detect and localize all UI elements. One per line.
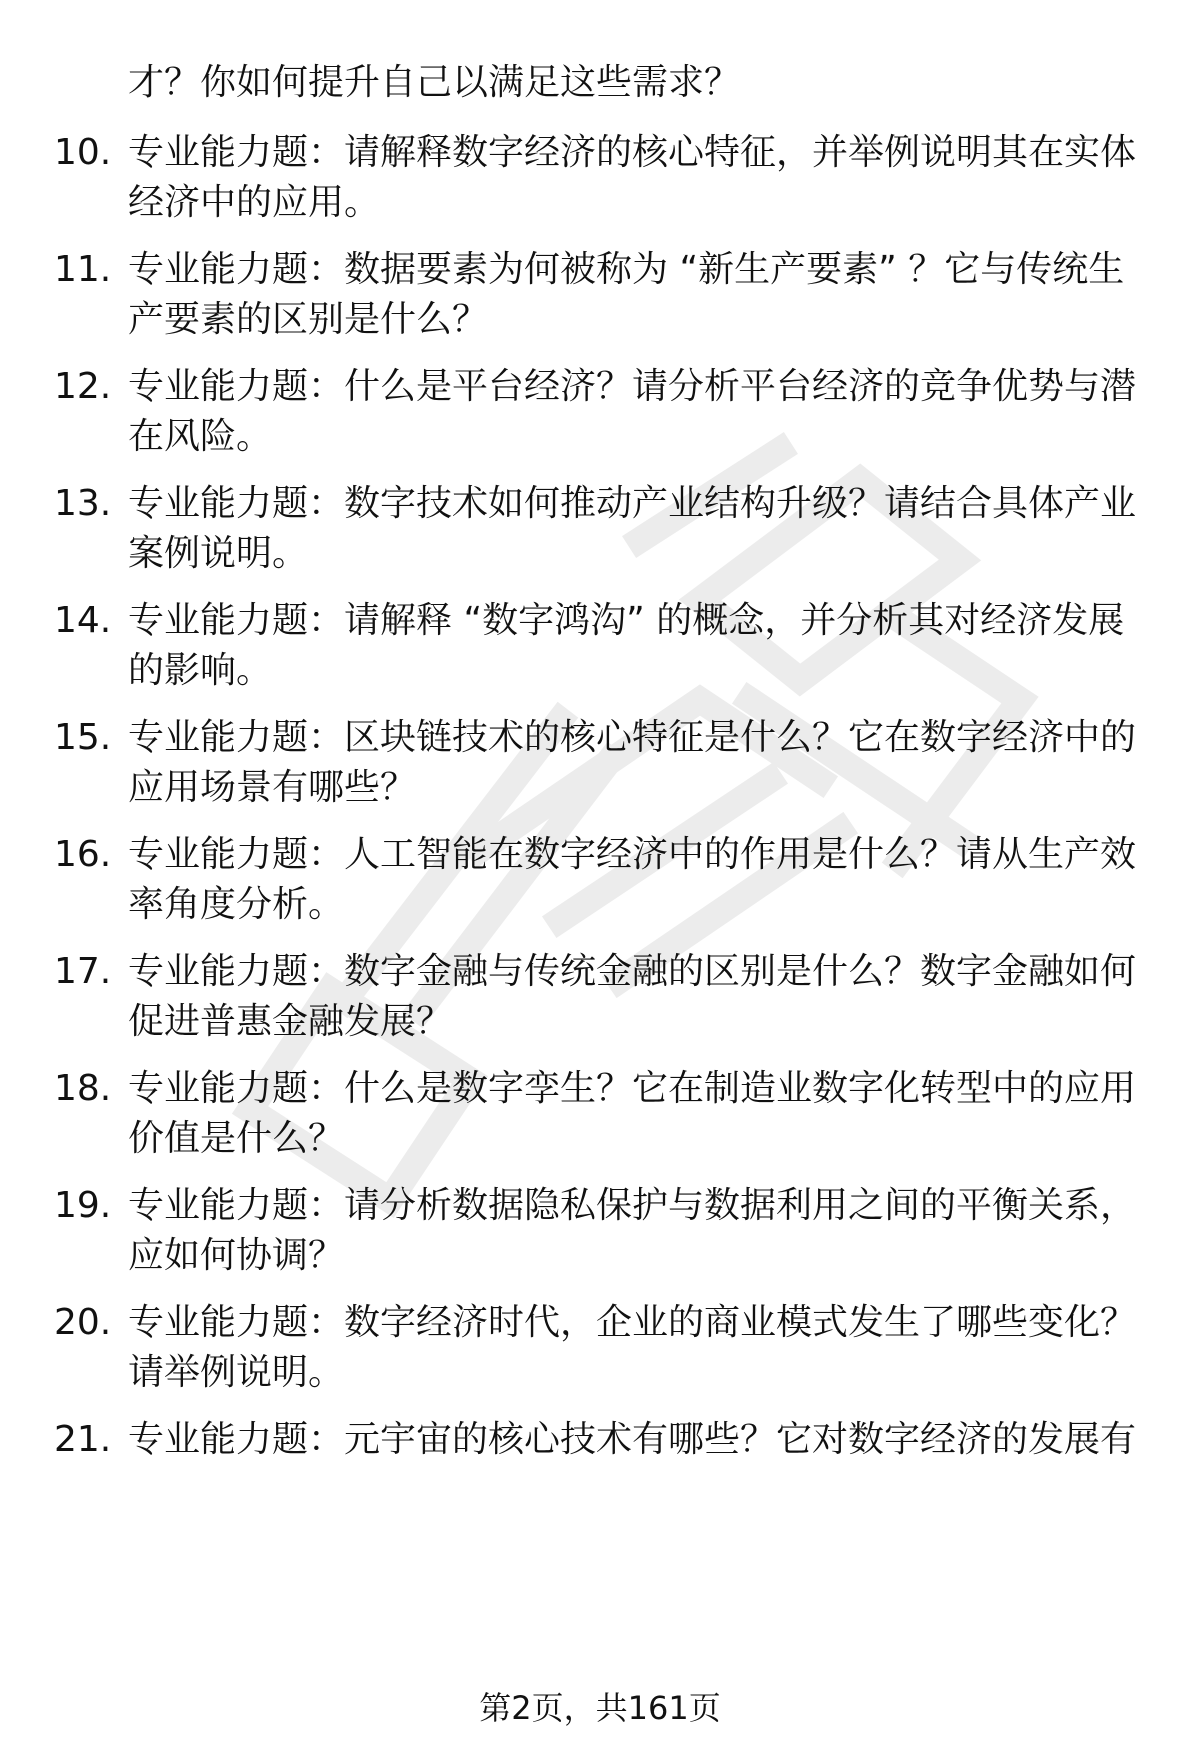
question-text: 专业能力题：什么是数字孪生？它在制造业数字化转型中的应用 — [128, 1068, 1137, 1109]
question-text: 专业能力题：数字金融与传统金融的区别是什么？数字金融如何 — [128, 951, 1137, 992]
question-text: 价值是什么？ — [128, 1118, 345, 1159]
question-number: 16. — [54, 834, 112, 875]
question-text: 专业能力题：数据要素为何被称为 “新生产要素” ？它与传统生 — [128, 249, 1125, 290]
question-text: 在风险。 — [128, 416, 273, 457]
question-text: 专业能力题：请分析数据隐私保护与数据利用之间的平衡关系， — [128, 1185, 1137, 1226]
question-text: 专业能力题：人工智能在数字经济中的作用是什么？请从生产效 — [128, 834, 1137, 875]
question-text: 专业能力题：请解释 “数字鸿沟” 的概念，并分析其对经济发展 — [128, 600, 1125, 641]
question-text: 专业能力题：请解释数字经济的核心特征，并举例说明其在实体 — [128, 132, 1137, 173]
question-text: 经济中的应用。 — [128, 182, 381, 223]
question-number: 17. — [54, 951, 112, 992]
question-number: 14. — [54, 600, 112, 641]
question-text: 专业能力题：数字技术如何推动产业结构升级？请结合具体产业 — [128, 483, 1137, 524]
question-text: 应用场景有哪些？ — [128, 767, 417, 808]
question-text: 专业能力题：什么是平台经济？请分析平台经济的竞争优势与潜 — [128, 366, 1137, 407]
question-number: 15. — [54, 717, 112, 758]
question-text: 请举例说明。 — [128, 1352, 345, 1393]
question-text: 案例说明。 — [128, 533, 309, 574]
question-text: 应如何协调？ — [128, 1235, 345, 1276]
question-number: 19. — [54, 1185, 112, 1226]
question-text: 产要素的区别是什么？ — [128, 299, 489, 340]
question-number: 20. — [54, 1302, 112, 1343]
question-text: 专业能力题：数字经济时代，企业的商业模式发生了哪些变化？ — [128, 1302, 1137, 1343]
question-text: 专业能力题：区块链技术的核心特征是什么？它在数字经济中的 — [128, 717, 1137, 758]
page-number-footer: 第2页，共161页 — [479, 1689, 721, 1727]
question-number: 18. — [54, 1068, 112, 1109]
question-text: 促进普惠金融发展？ — [128, 1001, 453, 1042]
question-number: 13. — [54, 483, 112, 524]
question-number: 10. — [54, 132, 112, 173]
question-number: 12. — [54, 366, 112, 407]
continued-question-text: 才？你如何提升自己以满足这些需求？ — [128, 62, 741, 103]
question-text: 专业能力题：元宇宙的核心技术有哪些？它对数字经济的发展有 — [128, 1419, 1137, 1460]
question-text: 率角度分析。 — [128, 884, 345, 925]
question-text: 的影响。 — [128, 650, 273, 691]
question-number: 11. — [54, 249, 112, 290]
question-number: 21. — [54, 1419, 112, 1460]
